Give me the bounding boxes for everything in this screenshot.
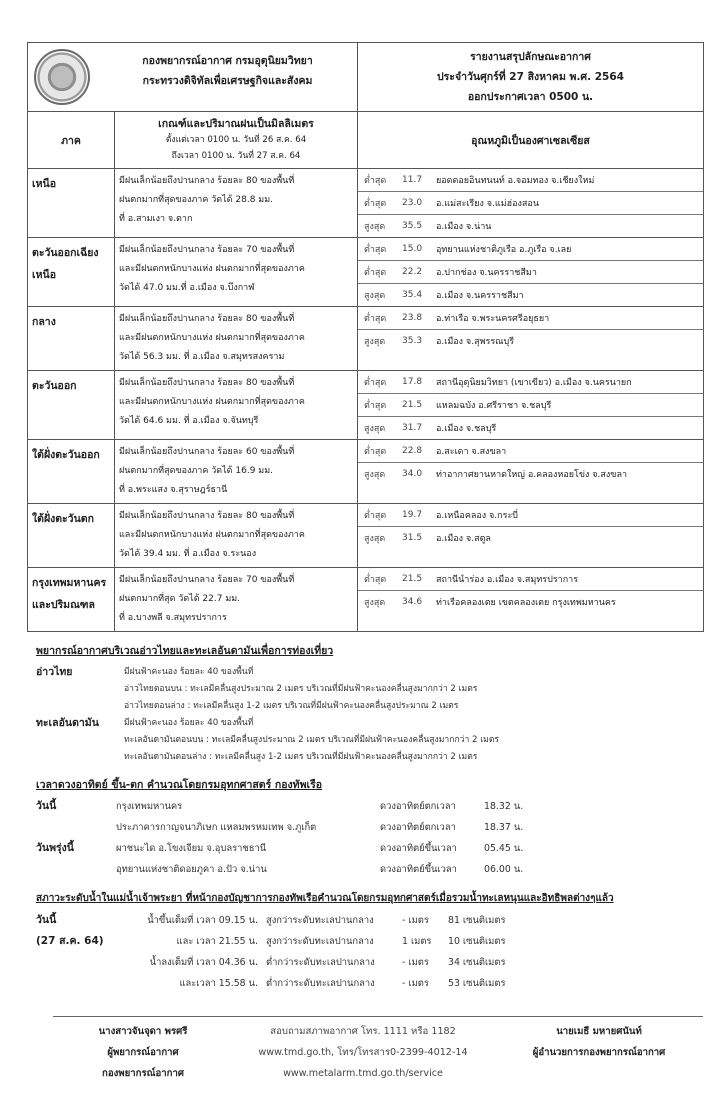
region-name bbox=[28, 169, 115, 238]
sun-event: ดวงอาทิตย์ตกเวลา bbox=[380, 822, 456, 833]
temperature-list bbox=[358, 568, 704, 632]
rain-line: วัดได้ 47.0 มม.ที่ อ.เมือง จ.บึงกาฬ bbox=[119, 283, 255, 293]
region-row bbox=[28, 568, 704, 632]
temp-kind: สูงสุด bbox=[364, 534, 386, 544]
temperature-row bbox=[358, 169, 703, 192]
tmd-seal-icon bbox=[34, 49, 90, 105]
rain-line: และมีฝนตกหนักบางแห่ง ฝนตกมากที่สุดของภาค bbox=[119, 264, 305, 274]
rain-line: มีฝนเล็กน้อยถึงปานกลาง ร้อยละ 60 ของพื้นที่ bbox=[119, 447, 295, 457]
temp-kind: สูงสุด bbox=[364, 424, 386, 434]
region-row bbox=[28, 504, 704, 568]
forecaster-block bbox=[53, 1021, 233, 1084]
temperature-list bbox=[358, 169, 704, 238]
footer bbox=[53, 1016, 703, 1084]
region-row bbox=[28, 307, 704, 371]
region-name bbox=[28, 568, 115, 632]
temp-value: 34.6 bbox=[402, 597, 423, 607]
tide-centimeters: 34 เซนติเมตร bbox=[448, 957, 506, 968]
sun-place: กรุงเทพมหานคร bbox=[116, 801, 183, 812]
temp-value: 21.5 bbox=[402, 574, 423, 584]
region-label: ใต้ฝั่งตะวันออก bbox=[32, 449, 100, 461]
rain-line: และมีฝนตกหนักบางแห่ง ฝนตกมากที่สุดของภาค bbox=[119, 397, 305, 407]
rain-line: วัดได้ 39.4 มม. ที่ อ.เมือง จ.ระนอง bbox=[119, 549, 257, 559]
temp-kind: ต่ำสุด bbox=[364, 268, 387, 278]
rain-line: มีฝนเล็กน้อยถึงปานกลาง ร้อยละ 80 ของพื้นที่ bbox=[119, 314, 295, 324]
temp-place: ท่าอากาศยานหาดใหญ่ อ.คลองหอยโข่ง จ.สงขลา bbox=[436, 470, 628, 480]
region-label: ตะวันออก bbox=[32, 380, 77, 392]
temperature-row bbox=[358, 527, 703, 549]
temp-place: อ.เมือง จ.น่าน bbox=[436, 222, 492, 232]
temp-place: อ.เมือง จ.นครราชสีมา bbox=[436, 291, 524, 301]
temperature-row bbox=[358, 261, 703, 284]
rain-summary bbox=[115, 568, 358, 632]
temp-value: 19.7 bbox=[402, 510, 423, 520]
tide-label-spacer bbox=[36, 973, 132, 994]
region-name bbox=[28, 504, 115, 568]
temp-place: อ.เหนือคลอง จ.กระบี่ bbox=[436, 511, 518, 521]
temperature-row bbox=[358, 238, 703, 261]
temp-value: 31.7 bbox=[402, 423, 423, 433]
region-label-2: และปริมณฑล bbox=[32, 599, 95, 611]
tide-meters: 1 เมตร bbox=[402, 936, 432, 947]
sun-today-label: วันนี้ bbox=[36, 800, 57, 812]
temp-kind: ต่ำสุด bbox=[364, 447, 387, 457]
temp-kind: ต่ำสุด bbox=[364, 199, 387, 209]
gulf-label: อ่าวไทย bbox=[36, 666, 73, 678]
tide-title: สภาวะระดับน้ำในแม่น้ำเจ้าพระยา ที่หน้ากองบัญชาการกองทัพเรือคำนวณโดยกรมอุทกศาสตร์เมื่อรวมน้ำทะเลหนุนและอิทธิพลต่างๆแล้ว bbox=[36, 893, 614, 904]
region-label: ใต้ฝั่งตะวันตก bbox=[32, 513, 94, 525]
tide-centimeters: 53 เซนติเมตร bbox=[448, 978, 506, 989]
contact-web[interactable]: www.tmd.go.th, โทร/โทรสาร0-2399-4012-14 bbox=[258, 1047, 468, 1058]
tide-relation: สูงกว่าระดับทะเลปานกลาง bbox=[266, 936, 374, 947]
sun-label-spacer bbox=[36, 817, 116, 838]
temp-value: 35.3 bbox=[402, 336, 423, 346]
rain-line: มีฝนเล็กน้อยถึงปานกลาง ร้อยละ 80 ของพื้นที่ bbox=[119, 176, 295, 186]
temp-place: อ.แม่สะเรียง จ.แม่ฮ่องสอน bbox=[436, 199, 539, 209]
tide-time: และ เวลา 21.55 น. bbox=[176, 936, 258, 947]
tide-time: น้ำขึ้นเต็มที่ เวลา 09.15 น. bbox=[147, 915, 258, 926]
region-label: กรุงเทพมหานคร bbox=[32, 577, 107, 589]
temp-kind: สูงสุด bbox=[364, 291, 386, 301]
tide-meters: - เมตร bbox=[402, 915, 429, 926]
temp-kind: สูงสุด bbox=[364, 222, 386, 232]
forecaster-org: กองพยากรณ์อากาศ bbox=[102, 1068, 184, 1079]
rain-line: วัดได้ 56.3 มม. ที่ อ.เมือง จ.สมุทรสงคราม bbox=[119, 352, 285, 362]
temp-kind: ต่ำสุด bbox=[364, 511, 387, 521]
gulf-line: อ่าวไทยตอนบน : ทะเลมีคลื่นสูงประมาณ 2 เมตร บริเวณที่มีฝนฟ้าคะนองคลื่นสูงมากกว่า 2 เมตร bbox=[124, 684, 478, 694]
temp-place: อ.ท่าเรือ จ.พระนครศรีอยุธยา bbox=[436, 314, 550, 324]
rain-summary bbox=[115, 169, 358, 238]
temp-kind: สูงสุด bbox=[364, 337, 386, 347]
rain-line: มีฝนเล็กน้อยถึงปานกลาง ร้อยละ 70 ของพื้นที่ bbox=[119, 245, 295, 255]
rain-line: ฝนตกมากที่สุดของภาค วัดได้ 28.8 มม. bbox=[119, 195, 274, 205]
temp-place: อ.สะเดา จ.สงขลา bbox=[436, 447, 507, 457]
temp-kind: ต่ำสุด bbox=[364, 245, 387, 255]
temp-value: 23.0 bbox=[402, 198, 423, 208]
tide-today-label: วันนี้ bbox=[36, 914, 57, 926]
temp-place: แหลมฉบัง อ.ศรีราชา จ.ชลบุรี bbox=[436, 401, 552, 411]
sun-time: 06.00 น. bbox=[484, 864, 524, 875]
gulf-line: อ่าวไทยตอนล่าง : ทะเลมีคลื่นสูง 1-2 เมตร บริเวณที่มีฝนฟ้าคะนองคลื่นสูงประมาณ 2 เมตร bbox=[124, 701, 459, 711]
sun-place: อุทยานแห่งชาติดอยภูคา อ.ปัว จ.น่าน bbox=[116, 864, 267, 875]
sun-section bbox=[27, 776, 703, 880]
tide-relation: ต่ำกว่าระดับทะเลปานกลาง bbox=[266, 978, 375, 989]
temp-place: อ.ปากช่อง จ.นครราชสีมา bbox=[436, 268, 537, 278]
temperature-row bbox=[358, 568, 703, 591]
temperature-row bbox=[358, 463, 703, 485]
sun-place: ประภาคารกาญจนาภิเษก แหลมพรหมเทพ จ.ภูเก็ต bbox=[116, 822, 317, 833]
tide-centimeters: 81 เซนติเมตร bbox=[448, 915, 506, 926]
col-head-region: ภาค bbox=[28, 112, 115, 169]
report-date: ประจำวันศุกร์ที่ 27 สิงหาคม พ.ศ. 2564 bbox=[437, 71, 624, 83]
col-head-rain-title: เกณฑ์และปริมาณฝนเป็นมิลลิเมตร bbox=[158, 118, 314, 130]
gulf-line: มีฝนฟ้าคะนอง ร้อยละ 40 ของพื้นที่ bbox=[124, 667, 254, 677]
tide-centimeters: 10 เซนติเมตร bbox=[448, 936, 506, 947]
sun-tomorrow-label: วันพรุ่งนี้ bbox=[36, 842, 74, 854]
rain-line: มีฝนเล็กน้อยถึงปานกลาง ร้อยละ 80 ของพื้นที่ bbox=[119, 511, 295, 521]
rain-line: มีฝนเล็กน้อยถึงปานกลาง ร้อยละ 70 ของพื้นที่ bbox=[119, 575, 295, 585]
rain-line: ที่ อ.สามเงา จ.ตาก bbox=[119, 214, 193, 224]
org-line-2: กระทรวงดิจิทัลเพื่อเศรษฐกิจและสังคม bbox=[142, 75, 313, 87]
region-label: กลาง bbox=[32, 316, 56, 328]
rain-line: ที่ อ.บางพลี จ.สมุทรปราการ bbox=[119, 613, 227, 623]
region-name bbox=[28, 307, 115, 371]
region-name bbox=[28, 238, 115, 307]
sun-time: 18.32 น. bbox=[484, 801, 524, 812]
temp-kind: ต่ำสุด bbox=[364, 314, 387, 324]
temperature-row bbox=[358, 394, 703, 417]
contact-phone: สอบถามสภาพอากาศ โทร. 1111 หรือ 1182 bbox=[270, 1026, 456, 1037]
director-block bbox=[493, 1021, 705, 1084]
rain-summary bbox=[115, 504, 358, 568]
rain-summary bbox=[115, 307, 358, 371]
forecaster-role: ผู้พยากรณ์อากาศ bbox=[107, 1047, 179, 1058]
temp-place: สถานีอุตุนิยมวิทยา (เขาเขียว) อ.เมือง จ.นครนายก bbox=[436, 378, 632, 388]
rain-summary bbox=[115, 371, 358, 440]
marine-title: พยากรณ์อากาศบริเวณอ่าวไทยและทะเลอันดามันเพื่อการท่องเที่ยว bbox=[36, 645, 334, 657]
org-line-1: กองพยากรณ์อากาศ กรมอุตุนิยมวิทยา bbox=[142, 55, 313, 67]
sun-place: ผาชนะได อ.โขงเจียม จ.อุบลราชธานี bbox=[116, 843, 267, 854]
temp-place: อ.เมือง จ.ชลบุรี bbox=[436, 424, 497, 434]
sun-label-spacer bbox=[36, 859, 116, 880]
temperature-row bbox=[358, 284, 703, 306]
temperature-row bbox=[358, 417, 703, 439]
temp-value: 22.2 bbox=[402, 267, 423, 277]
rain-line: มีฝนเล็กน้อยถึงปานกลาง ร้อยละ 80 ของพื้นที่ bbox=[119, 378, 295, 388]
temp-kind: สูงสุด bbox=[364, 598, 386, 608]
rain-line: และมีฝนตกหนักบางแห่ง ฝนตกมากที่สุดของภาค bbox=[119, 333, 305, 343]
temp-value: 15.0 bbox=[402, 244, 423, 254]
report-title: รายงานสรุปลักษณะอากาศ bbox=[470, 51, 591, 63]
temperature-list bbox=[358, 238, 704, 307]
contact-metalarm[interactable]: www.metalarm.tmd.go.th/service bbox=[283, 1068, 443, 1079]
forecaster-name: นางสาวจันจุดา พรศรี bbox=[98, 1026, 188, 1037]
tide-section bbox=[27, 890, 703, 994]
temp-place: อุทยานแห่งชาติภูเรือ อ.ภูเรือ จ.เลย bbox=[436, 245, 572, 255]
tide-relation: สูงกว่าระดับทะเลปานกลาง bbox=[266, 915, 374, 926]
report-time: ออกประกาศเวลา 0500 น. bbox=[467, 91, 594, 103]
rain-line: ฝนตกมากที่สุดของภาค วัดได้ 16.9 มม. bbox=[119, 466, 274, 476]
rain-line: และมีฝนตกหนักบางแห่ง ฝนตกมากที่สุดของภาค bbox=[119, 530, 305, 540]
marine-section bbox=[27, 642, 703, 766]
sun-table bbox=[36, 796, 703, 880]
temp-value: 11.7 bbox=[402, 175, 423, 185]
rain-summary bbox=[115, 440, 358, 504]
region-row bbox=[28, 440, 704, 504]
temp-place: อ.เมือง จ.สุพรรณบุรี bbox=[436, 337, 515, 347]
temperature-list bbox=[358, 504, 704, 568]
temp-kind: ต่ำสุด bbox=[364, 401, 387, 411]
temperature-row bbox=[358, 192, 703, 215]
temperature-row bbox=[358, 591, 703, 613]
director-name: นายเมธี มหายศนันท์ bbox=[556, 1026, 642, 1037]
temp-kind: สูงสุด bbox=[364, 470, 386, 480]
region-row bbox=[28, 238, 704, 307]
tide-time: และเวลา 15.58 น. bbox=[179, 978, 258, 989]
temp-value: 21.5 bbox=[402, 400, 423, 410]
tide-time: น้ำลงเต็มที่ เวลา 04.36 น. bbox=[149, 957, 258, 968]
director-role: ผู้อำนวยการกองพยากรณ์อากาศ bbox=[532, 1047, 666, 1058]
region-row bbox=[28, 371, 704, 440]
tide-relation: ต่ำกว่าระดับทะเลปานกลาง bbox=[266, 957, 375, 968]
temp-value: 34.0 bbox=[402, 469, 423, 479]
sun-time: 18.37 น. bbox=[484, 822, 524, 833]
sun-event: ดวงอาทิตย์ขึ้นเวลา bbox=[380, 864, 457, 875]
rain-line: ที่ อ.พระแสง จ.สุราษฎร์ธานี bbox=[119, 485, 228, 495]
region-label: ตะวันออกเฉียงเหนือ bbox=[32, 247, 99, 281]
tide-meters: - เมตร bbox=[402, 978, 429, 989]
rain-line: ฝนตกมากที่สุด วัดได้ 22.7 มม. bbox=[119, 594, 241, 604]
tide-label-spacer bbox=[36, 952, 132, 973]
temperature-list bbox=[358, 371, 704, 440]
temp-value: 23.8 bbox=[402, 313, 423, 323]
sun-time: 05.45 น. bbox=[484, 843, 524, 854]
temperature-row bbox=[358, 440, 703, 463]
sun-title: เวลาดวงอาทิตย์ ขึ้น-ตก คำนวณโดยกรมอุทกศาสตร์ กองทัพเรือ bbox=[36, 779, 323, 791]
temp-kind: ต่ำสุด bbox=[364, 575, 387, 585]
region-name bbox=[28, 371, 115, 440]
temp-place: สถานีนำร่อง อ.เมือง จ.สมุทรปราการ bbox=[436, 575, 579, 585]
temp-value: 22.8 bbox=[402, 446, 423, 456]
weather-summary-table bbox=[27, 42, 704, 632]
temp-value: 31.5 bbox=[402, 533, 423, 543]
andaman-line: ทะเลอันดามันตอนบน : ทะเลมีคลื่นสูงประมาณ 2 เมตร บริเวณที่มีฝนฟ้าคะนองคลื่นสูงมากกว่า 2 เมตร bbox=[124, 735, 500, 745]
andaman-line: มีฝนฟ้าคะนอง ร้อยละ 40 ของพื้นที่ bbox=[124, 718, 254, 728]
temp-kind: ต่ำสุด bbox=[364, 176, 387, 186]
tide-table bbox=[36, 910, 703, 994]
col-head-rain-to: ถึงเวลา 0100 น. วันที่ 27 ส.ค. 64 bbox=[171, 151, 301, 161]
temperature-list bbox=[358, 440, 704, 504]
temp-value: 35.4 bbox=[402, 290, 423, 300]
tide-meters: - เมตร bbox=[402, 957, 429, 968]
rain-line: วัดได้ 64.6 มม. ที่ อ.เมือง จ.จันทบุรี bbox=[119, 416, 259, 426]
andaman-label: ทะเลอันดามัน bbox=[36, 717, 99, 729]
temperature-row bbox=[358, 330, 703, 352]
col-head-temp: อุณหภูมิเป็นองศาเซลเซียส bbox=[358, 112, 704, 169]
temp-place: ยอดดอยอินทนนท์ อ.จอมทอง จ.เชียงใหม่ bbox=[436, 176, 595, 186]
temp-place: ท่าเรือคลองเตย เขตคลองเตย กรุงเทพมหานคร bbox=[436, 598, 616, 608]
temp-value: 17.8 bbox=[402, 377, 423, 387]
temperature-row bbox=[358, 504, 703, 527]
rain-summary bbox=[115, 238, 358, 307]
tide-date-label: (27 ส.ค. 64) bbox=[36, 935, 104, 947]
region-label: เหนือ bbox=[32, 178, 56, 190]
region-row bbox=[28, 169, 704, 238]
temp-place: อ.เมือง จ.สตูล bbox=[436, 534, 491, 544]
col-head-rain-from: ตั้งแต่เวลา 0100 น. วันที่ 26 ส.ค. 64 bbox=[165, 135, 307, 145]
header-report-cell bbox=[358, 43, 704, 112]
header-org-cell bbox=[28, 43, 358, 112]
sun-event: ดวงอาทิตย์ขึ้นเวลา bbox=[380, 843, 457, 854]
temperature-row bbox=[358, 215, 703, 237]
temp-kind: ต่ำสุด bbox=[364, 378, 387, 388]
sun-event: ดวงอาทิตย์ตกเวลา bbox=[380, 801, 456, 812]
andaman-line: ทะเลอันดามันตอนล่าง : ทะเลมีคลื่นสูง 1-2 เมตร บริเวณที่มีฝนฟ้าคะนองคลื่นสูงมากกว่า 2 เมตร bbox=[124, 752, 478, 762]
col-head-rain bbox=[115, 112, 358, 169]
temp-value: 35.5 bbox=[402, 221, 423, 231]
temperature-row bbox=[358, 307, 703, 330]
temperature-list bbox=[358, 307, 704, 371]
region-name bbox=[28, 440, 115, 504]
contact-block bbox=[233, 1021, 493, 1084]
temperature-row bbox=[358, 371, 703, 394]
